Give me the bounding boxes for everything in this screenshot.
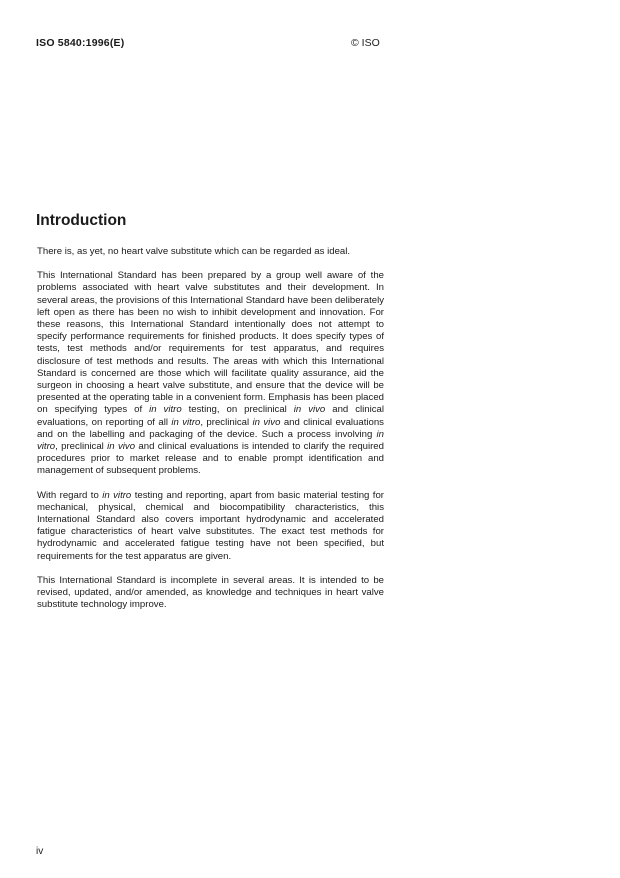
text-run: testing, on preclinical: [181, 404, 294, 416]
paragraph: [37, 575, 384, 612]
page-number: iv: [36, 846, 44, 857]
text-run: and clinical evaluations and on the labelling and packaging of the device. Such a process involving: [37, 416, 384, 440]
italic-term: in vitro: [171, 416, 201, 428]
italic-term: in vivo: [107, 441, 136, 453]
text-run: With regard to: [37, 489, 103, 501]
italic-term: in vitro: [37, 428, 384, 453]
text-run: There is, as yet, no heart valve substitute which can be regarded as ideal.: [37, 246, 351, 257]
paragraph: [37, 270, 384, 477]
text-run: This International Standard is incomplete in several areas. It is intended to be revised, updated, and/or amended, as knowledge and techniques in heart valve substitute technology improve.: [37, 574, 384, 611]
italic-term: in vitro: [102, 489, 132, 501]
body-text: [37, 246, 384, 623]
copyright-notice: © ISO: [351, 37, 380, 49]
text-run: , preclinical: [200, 416, 253, 428]
text-run: testing and reporting, apart from basic material testing for mechanical, physical, chemical and biocompatibility characteristics, this International Standard also covers important hydrodynamic and accelerated fatigue characteristics of heart valve substitutes. The exact test methods for hydrodynamic and accelerated fatigue testing have not been specified, but requirements for the test apparatus are given.: [37, 489, 385, 562]
text-run: and clinical evaluations, on reporting of all: [37, 404, 384, 428]
italic-term: in vivo: [252, 416, 281, 428]
italic-term: in vitro: [149, 404, 182, 416]
paragraph: [37, 246, 384, 258]
text-run: This International Standard has been prepared by a group well aware of the problems associated with heart valve substitutes and their development. In several areas, the provisions of this International Standard have been deliberately left open as there has been no wish to inhibit development and innovation. For these reasons, this International Standard intentionally does not attempt to specify performance requirements for finished products. It does specify types of tests, test methods and/or requirements for test apparatus, and requires disclosure of test methods and results. The areas with which this International Standard is concerned are those which will facilitate quality assurance, aid the surgeon in choosing a heart valve substitute, and ensure that the device will be presented at the operating table in a convenient form. Emphasis has been placed on specifying types of: [37, 270, 384, 416]
paragraph: [37, 490, 384, 563]
text-run: and clinical evaluations is intended to clarify the required procedures prior to market release and to enable prompt identification and management of subsequent problems.: [37, 441, 384, 477]
standard-id: ISO 5840:1996(E): [36, 37, 125, 49]
italic-term: in vivo: [293, 404, 326, 416]
section-title: Introduction: [36, 212, 127, 229]
text-run: , preclinical: [55, 441, 108, 453]
